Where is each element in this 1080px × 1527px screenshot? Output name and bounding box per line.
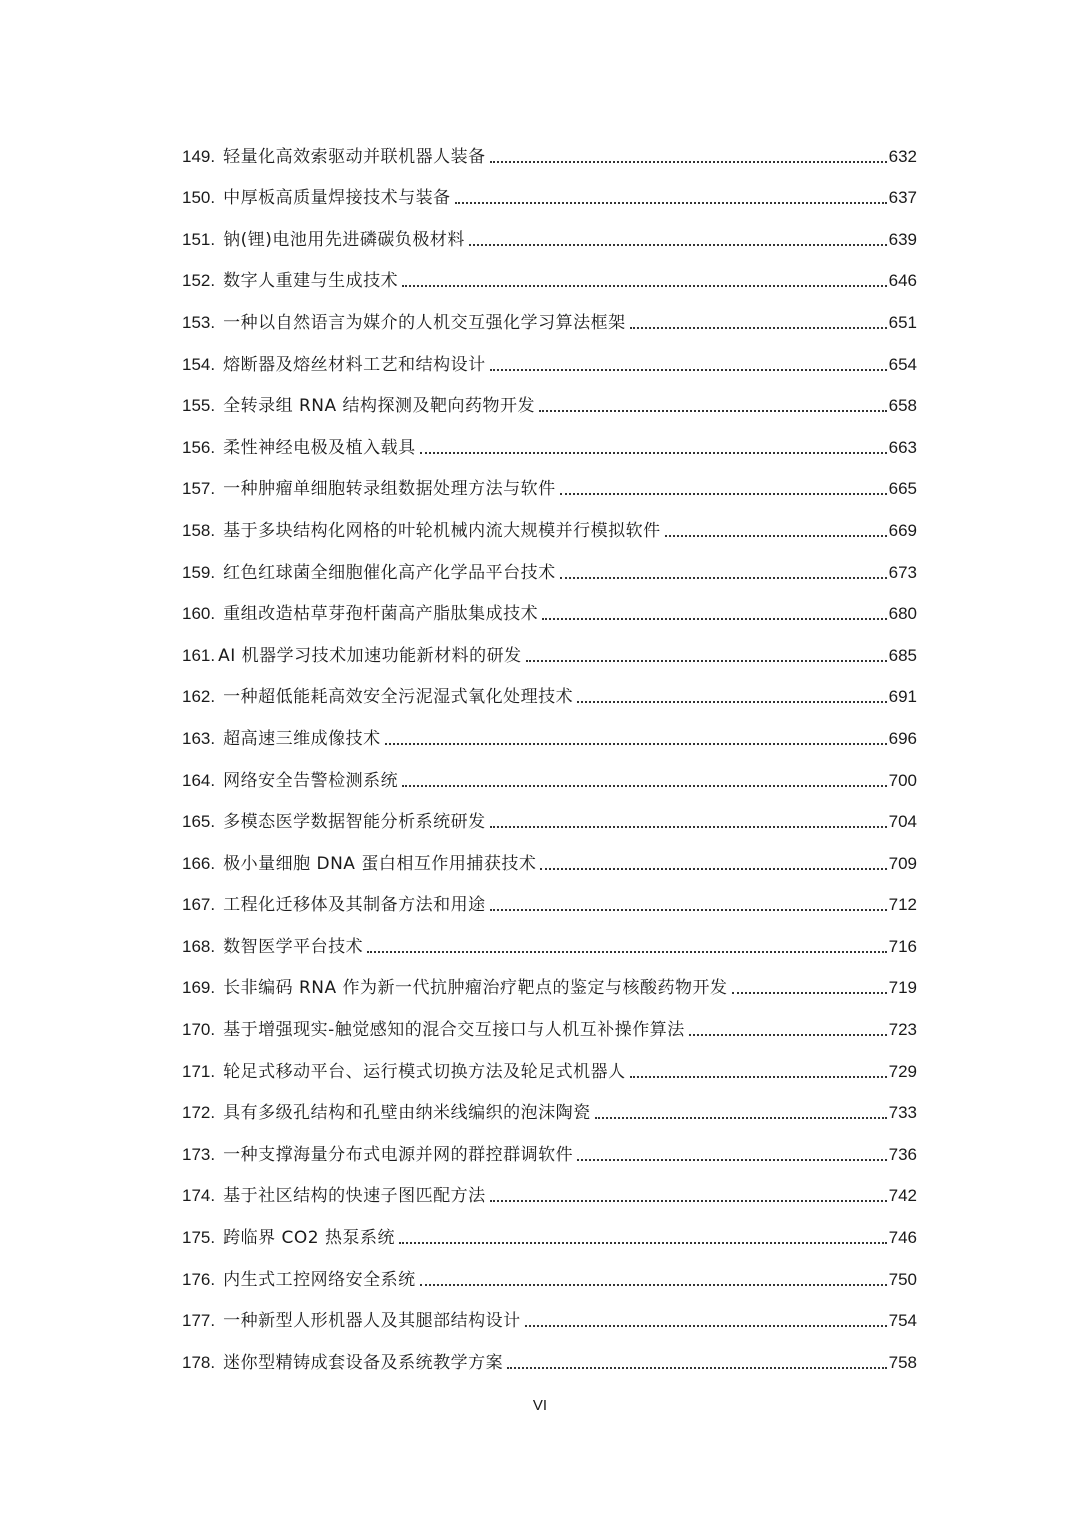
dot-leader	[469, 244, 887, 246]
toc-entry-title: 数智医学平台技术	[223, 936, 364, 957]
toc-entry[interactable]	[182, 750, 917, 792]
toc-entry[interactable]	[182, 376, 917, 418]
toc-entry-page: 750	[888, 1269, 917, 1289]
toc-entry-number: 159.	[182, 562, 216, 582]
toc-entry-title: 重组改造枯草芽孢杆菌高产脂肽集成技术	[223, 604, 539, 625]
toc-entry-number: 153.	[182, 312, 216, 332]
toc-entry-title: 迷你型精铸成套设备及系统教学方案	[223, 1352, 504, 1373]
toc-entry-page: 654	[888, 354, 917, 374]
dot-leader	[560, 493, 887, 495]
toc-entry[interactable]	[182, 1291, 917, 1333]
dot-leader	[630, 1076, 887, 1078]
toc-entry[interactable]	[182, 292, 917, 334]
toc-entry-page: 673	[888, 562, 917, 582]
toc-entry-page: 700	[888, 770, 917, 790]
toc-entry-title: 轮足式移动平台、运行模式切换方法及轮足式机器人	[223, 1061, 626, 1082]
toc-entry-page: 658	[888, 396, 917, 416]
dot-leader	[540, 868, 886, 870]
dot-leader	[665, 535, 887, 537]
toc-entry-number: 161.	[182, 645, 216, 665]
toc-entry[interactable]	[182, 126, 917, 168]
page-number: VI	[532, 1397, 548, 1414]
toc-entry[interactable]	[182, 1166, 917, 1208]
toc-entry-title: 熔断器及熔丝材料工艺和结构设计	[223, 354, 486, 375]
toc-entry-number: 151.	[182, 229, 216, 249]
toc-entry-page: 696	[888, 728, 917, 748]
toc-entry-page: 685	[888, 645, 917, 665]
toc-entry-number: 170.	[182, 1020, 216, 1040]
toc-entry-number: 168.	[182, 936, 216, 956]
toc-entry-title: 一种支撑海量分布式电源并网的群控群调软件	[223, 1144, 574, 1165]
toc-entry-page: 691	[888, 687, 917, 707]
toc-entry-number: 173.	[182, 1144, 216, 1164]
toc-entry-page: 729	[888, 1061, 917, 1081]
toc-entry[interactable]	[182, 1207, 917, 1249]
toc-entry-page: 651	[888, 312, 917, 332]
toc-entry[interactable]	[182, 584, 917, 626]
dot-leader	[399, 1242, 887, 1244]
toc-entry-page: 663	[888, 437, 917, 457]
dot-leader	[595, 1117, 887, 1119]
toc-entry-title: 多模态医学数据智能分析系统研发	[223, 812, 486, 833]
toc-entry-title: 跨临界 CO2 热泵系统	[223, 1228, 395, 1249]
toc-entry-page: 680	[888, 604, 917, 624]
dot-leader	[367, 951, 887, 953]
toc-entry-page: 716	[888, 936, 917, 956]
toc-entry-number: 157.	[182, 479, 216, 499]
dot-leader	[420, 452, 887, 454]
dot-leader	[577, 1159, 887, 1161]
toc-entry-number: 176.	[182, 1269, 216, 1289]
toc-entry-page: 637	[888, 188, 917, 208]
toc-entry-title: 柔性神经电极及植入载具	[223, 437, 416, 458]
toc-entry-page: 712	[888, 895, 917, 915]
dot-leader	[490, 161, 887, 163]
toc-entry-title: 内生式工控网络安全系统	[223, 1269, 416, 1290]
toc-entry-number: 169.	[182, 978, 216, 998]
toc-entry-page: 746	[888, 1228, 917, 1248]
toc-entry-page: 742	[888, 1186, 917, 1206]
table-of-contents	[182, 126, 917, 1374]
toc-entry[interactable]	[182, 1249, 917, 1291]
toc-entry-page: 639	[888, 229, 917, 249]
toc-entry[interactable]	[182, 1332, 917, 1374]
toc-entry[interactable]	[182, 1124, 917, 1166]
toc-entry-number: 167.	[182, 895, 216, 915]
toc-entry-title: 具有多级孔结构和孔壁由纳米线编织的泡沫陶瓷	[223, 1103, 591, 1124]
toc-entry-number: 156.	[182, 437, 216, 457]
dot-leader	[525, 1325, 887, 1327]
toc-entry-number: 166.	[182, 853, 216, 873]
toc-entry-number: 150.	[182, 188, 216, 208]
toc-entry-page: 704	[888, 812, 917, 832]
dot-leader	[577, 701, 887, 703]
dot-leader	[490, 826, 887, 828]
toc-entry[interactable]	[182, 916, 917, 958]
toc-entry-title: 基于增强现实-触觉感知的混合交互接口与人机互补操作算法	[223, 1020, 685, 1041]
toc-entry[interactable]	[182, 875, 917, 917]
toc-entry[interactable]	[182, 792, 917, 834]
dot-leader	[490, 909, 887, 911]
toc-entry[interactable]	[182, 708, 917, 750]
toc-entry[interactable]	[182, 209, 917, 251]
toc-entry-number: 149.	[182, 146, 216, 166]
dot-leader	[490, 369, 887, 371]
toc-entry-page: 665	[888, 479, 917, 499]
toc-entry[interactable]	[182, 500, 917, 542]
dot-leader	[455, 202, 887, 204]
toc-entry-title: 极小量细胞 DNA 蛋白相互作用捕获技术	[223, 853, 537, 874]
dot-leader	[732, 992, 887, 994]
toc-entry-number: 155.	[182, 396, 216, 416]
toc-entry-number: 152.	[182, 271, 216, 291]
toc-entry-title: 轻量化高效索驱动并联机器人装备	[223, 146, 486, 167]
toc-entry-title: AI 机器学习技术加速功能新材料的研发	[218, 645, 522, 666]
toc-entry[interactable]	[182, 459, 917, 501]
toc-entry-title: 红色红球菌全细胞催化高产化学品平台技术	[223, 562, 556, 583]
toc-entry-title: 钠(锂)电池用先进磷碳负极材料	[223, 229, 465, 250]
dot-leader	[539, 410, 887, 412]
toc-entry-title: 基于社区结构的快速子图匹配方法	[223, 1186, 486, 1207]
toc-entry-number: 178.	[182, 1352, 216, 1372]
toc-entry-title: 工程化迁移体及其制备方法和用途	[223, 895, 486, 916]
toc-entry-number: 164.	[182, 770, 216, 790]
dot-leader	[402, 285, 887, 287]
toc-entry[interactable]	[182, 1041, 917, 1083]
toc-entry-page: 733	[888, 1103, 917, 1123]
toc-entry-title: 全转录组 RNA 结构探测及靶向药物开发	[223, 396, 536, 417]
toc-entry-title: 基于多块结构化网格的叶轮机械内流大规模并行模拟软件	[223, 520, 661, 541]
toc-entry-page: 719	[888, 978, 917, 998]
toc-entry-page: 758	[888, 1352, 917, 1372]
dot-leader	[630, 327, 887, 329]
toc-entry-number: 154.	[182, 354, 216, 374]
toc-entry-number: 165.	[182, 812, 216, 832]
toc-entry-title: 一种新型人形机器人及其腿部结构设计	[223, 1311, 521, 1332]
dot-leader	[507, 1367, 887, 1369]
toc-entry-page: 709	[888, 853, 917, 873]
dot-leader	[385, 743, 887, 745]
toc-entry-title: 数字人重建与生成技术	[223, 271, 399, 292]
toc-entry-title: 网络安全告警检测系统	[223, 770, 399, 791]
toc-entry[interactable]	[182, 542, 917, 584]
toc-entry-number: 174.	[182, 1186, 216, 1206]
toc-entry-title: 一种以自然语言为媒介的人机交互强化学习算法框架	[223, 312, 626, 333]
toc-entry[interactable]	[182, 833, 917, 875]
toc-entry-title: 一种超低能耗高效安全污泥湿式氧化处理技术	[223, 687, 574, 708]
dot-leader	[689, 1034, 887, 1036]
toc-entry-number: 172.	[182, 1103, 216, 1123]
dot-leader	[402, 785, 887, 787]
dot-leader	[490, 1200, 887, 1202]
toc-entry[interactable]	[182, 251, 917, 293]
toc-entry[interactable]	[182, 334, 917, 376]
toc-entry-title: 一种肿瘤单细胞转录组数据处理方法与软件	[223, 479, 556, 500]
toc-entry-number: 175.	[182, 1228, 216, 1248]
toc-entry-title: 中厚板高质量焊接技术与装备	[223, 188, 451, 209]
toc-entry[interactable]	[182, 958, 917, 1000]
dot-leader	[420, 1284, 887, 1286]
toc-entry[interactable]	[182, 168, 917, 210]
toc-entry-page: 723	[888, 1020, 917, 1040]
toc-entry-title: 长非编码 RNA 作为新一代抗肿瘤治疗靶点的鉴定与核酸药物开发	[223, 978, 728, 999]
toc-entry[interactable]	[182, 625, 917, 667]
toc-entry-page: 669	[888, 520, 917, 540]
toc-entry-number: 162.	[182, 687, 216, 707]
toc-entry-number: 160.	[182, 604, 216, 624]
dot-leader	[526, 660, 887, 662]
toc-entry-number: 163.	[182, 728, 216, 748]
toc-entry[interactable]	[182, 1083, 917, 1125]
toc-entry-number: 158.	[182, 520, 216, 540]
toc-entry[interactable]	[182, 999, 917, 1041]
toc-entry[interactable]	[182, 667, 917, 709]
dot-leader	[560, 577, 887, 579]
dot-leader	[542, 618, 887, 620]
toc-entry-page: 632	[888, 146, 917, 166]
toc-entry-page: 646	[888, 271, 917, 291]
toc-entry-number: 177.	[182, 1311, 216, 1331]
toc-entry-title: 超高速三维成像技术	[223, 728, 381, 749]
toc-entry[interactable]	[182, 417, 917, 459]
toc-entry-page: 736	[888, 1144, 917, 1164]
toc-entry-number: 171.	[182, 1061, 216, 1081]
toc-entry-page: 754	[888, 1311, 917, 1331]
